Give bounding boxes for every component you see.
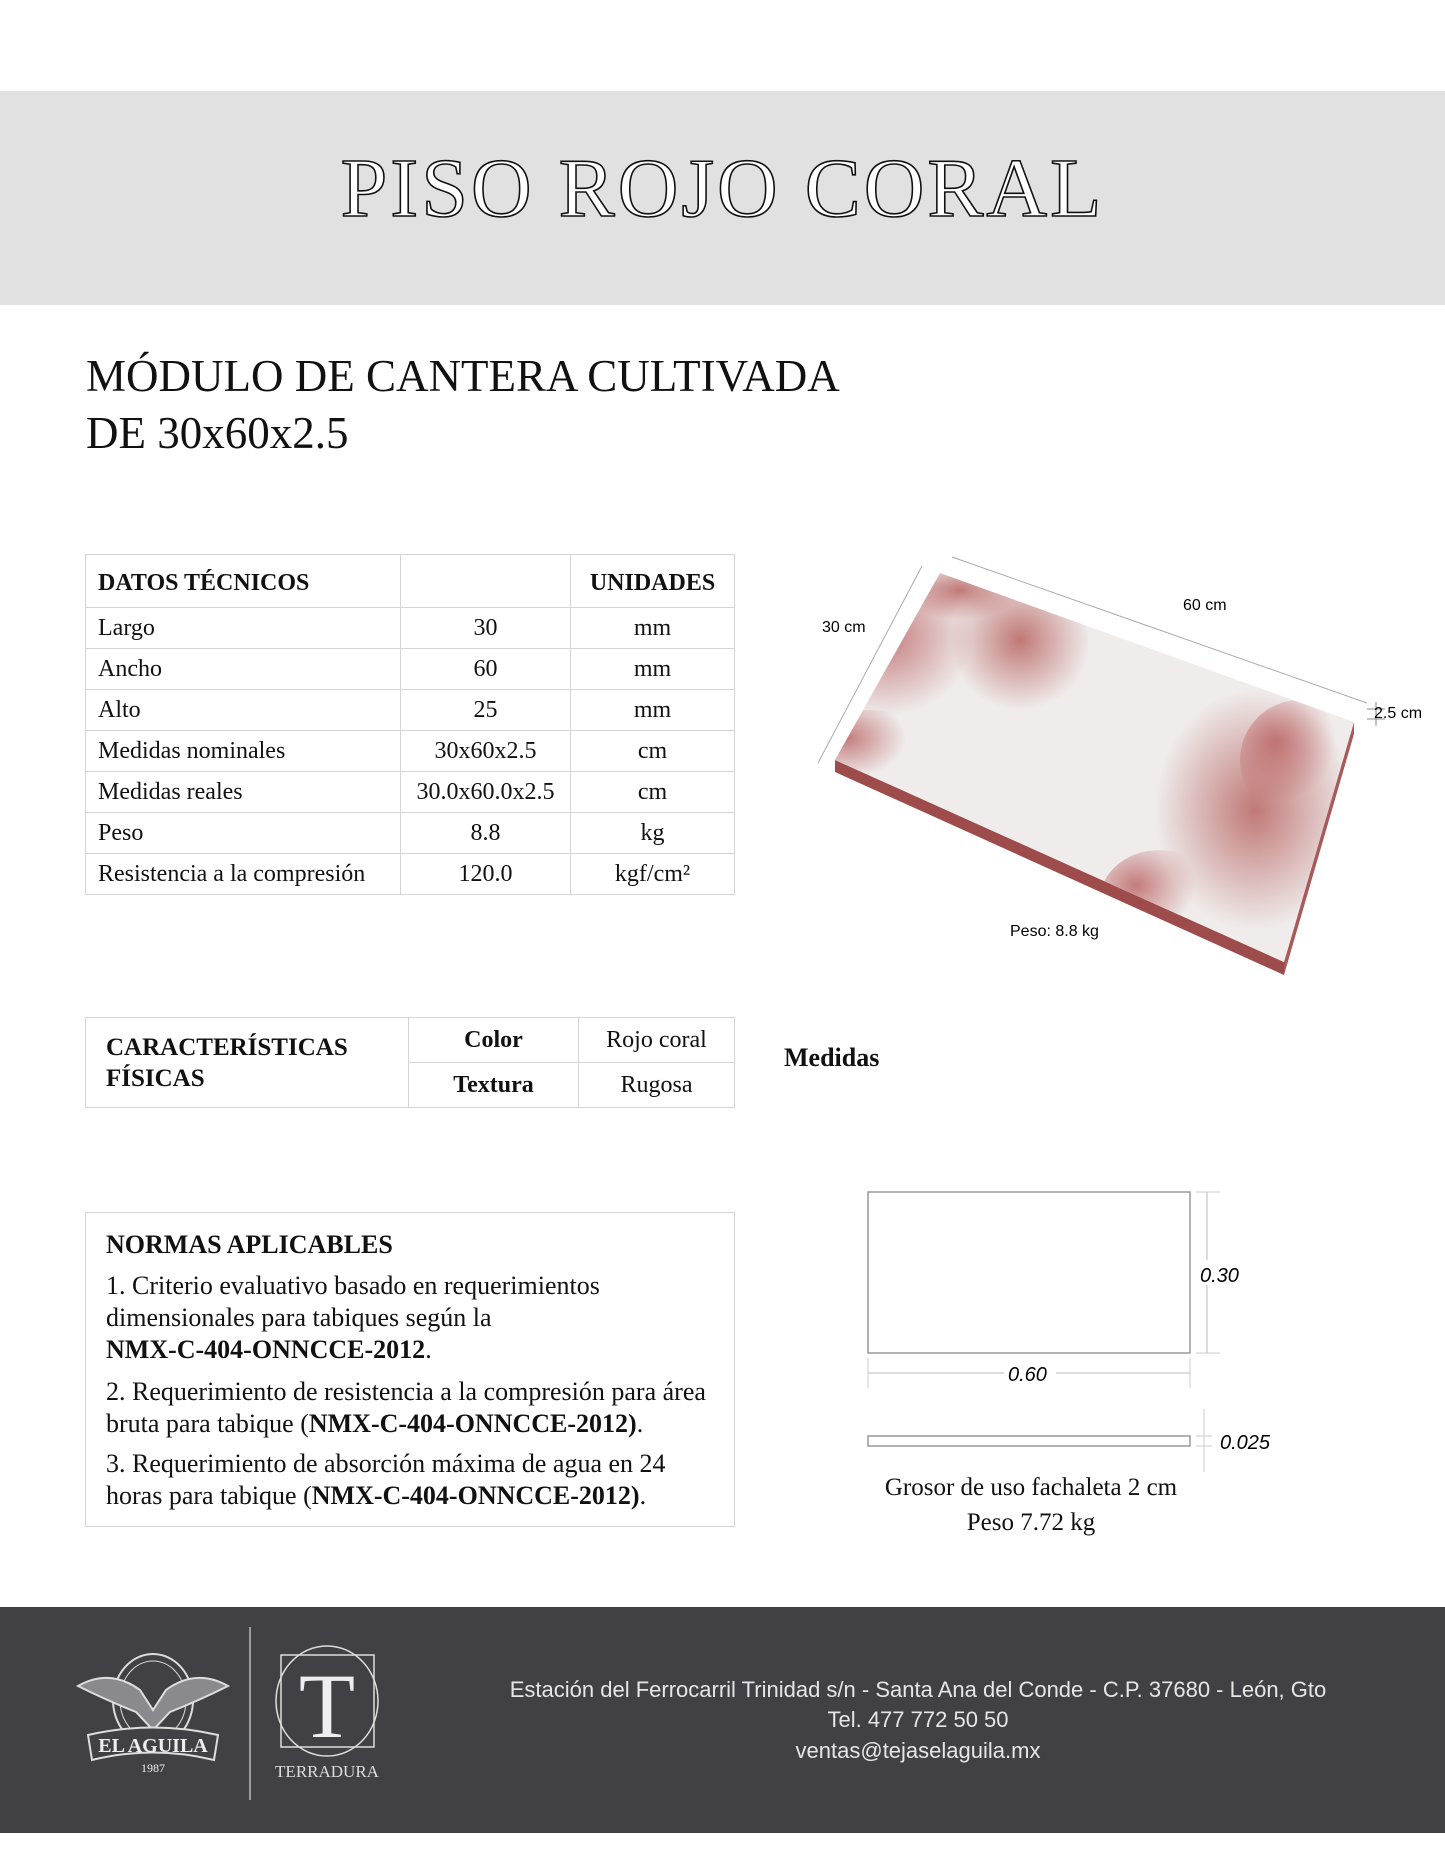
norma-code: NMX-C-404-ONNCCE-2012 [106,1335,426,1364]
normas-title: NORMAS APLICABLES [106,1230,393,1259]
norma-1-line-2: dimensionales para tabiques según la [106,1303,492,1332]
cell: mm [571,649,735,690]
cell: 120.0 [401,854,571,895]
thickness-label: 2.5 cm [1374,705,1423,722]
drawing-caption-weight: Peso 7.72 kg [966,1509,1096,1536]
drawing-caption-thickness: Grosor de uso fachaleta 2 cm [884,1474,1178,1501]
norma-code: NMX-C-404-ONNCCE-2012) [308,1409,637,1438]
cell: Largo [86,608,401,649]
cell: Rojo coral [579,1018,735,1063]
norma-1-line-1: 1. Criterio evaluativo basado en requerimientos [106,1271,600,1300]
cell: Textura [409,1063,579,1108]
cell: Ancho [86,649,401,690]
punct: . [425,1335,432,1364]
weight-label: Peso: 8.8 kg [1010,923,1099,940]
header-cell: UNIDADES [571,555,735,608]
width-dim-label: 0.60 [1008,1364,1047,1386]
cell: Medidas nominales [86,731,401,772]
cell: 60 [401,649,571,690]
cell: 30 [401,608,571,649]
cell: cm [571,731,735,772]
el-aguila-logo [78,1654,228,1775]
cell: kgf/cm² [571,854,735,895]
norma-2-line-1: 2. Requerimiento de resistencia a la compresión para área [106,1377,706,1406]
cell: Alto [86,690,401,731]
subtitle-line-2: DE 30x60x2.5 [86,408,349,458]
height-dim-label: 0.30 [1200,1265,1239,1287]
footer-email[interactable]: ventas@tejaselaguila.mx [795,1738,1041,1763]
punct: . [636,1409,644,1438]
cell: kg [571,813,735,854]
header-cell: DATOS TÉCNICOS [86,555,401,608]
cell: Medidas reales [86,772,401,813]
cell: Resistencia a la compresión [86,854,401,895]
text: bruta para tabique ( [106,1409,309,1438]
thickness-dim-label: 0.025 [1220,1432,1271,1454]
cell: 8.8 [401,813,571,854]
width-label: 30 cm [822,619,866,636]
cell: mm [571,690,735,731]
norma-3-line-1: 3. Requerimiento de absorción máxima de agua en 24 [106,1449,666,1478]
cell: 25 [401,690,571,731]
physical-title-line-2: FÍSICAS [106,1064,205,1092]
cell: 30x60x2.5 [401,731,571,772]
cell: Color [409,1018,579,1063]
el-aguila-logo-text: EL AGUILA [98,1735,208,1757]
footer-address: Estación del Ferrocarril Trinidad s/n - Santa Ana del Conde - C.P. 37680 - León, Gto [509,1677,1327,1702]
cell: mm [571,608,735,649]
punct: . [639,1481,647,1510]
cell: Peso [86,813,401,854]
el-aguila-logo-year: 1987 [141,1761,165,1775]
page-title: PISO ROJO CORAL [340,142,1105,235]
cell: Rugosa [579,1063,735,1108]
terradura-logo-letter: T [298,1655,356,1757]
terradura-logo [275,1646,380,1781]
footer-phone: Tel. 477 772 50 50 [827,1707,1009,1732]
length-label: 60 cm [1183,597,1227,614]
subtitle-line-1: MÓDULO DE CANTERA CULTIVADA [86,351,840,401]
norma-code: NMX-C-404-ONNCCE-2012) [311,1481,640,1510]
terradura-logo-text: TERRADURA [275,1762,379,1781]
text: horas para tabique ( [106,1481,312,1510]
medidas-heading: Medidas [784,1043,880,1072]
physical-title-line-1: CARACTERÍSTICAS [106,1033,348,1061]
cell: 30.0x60.0x2.5 [401,772,571,813]
cell: cm [571,772,735,813]
